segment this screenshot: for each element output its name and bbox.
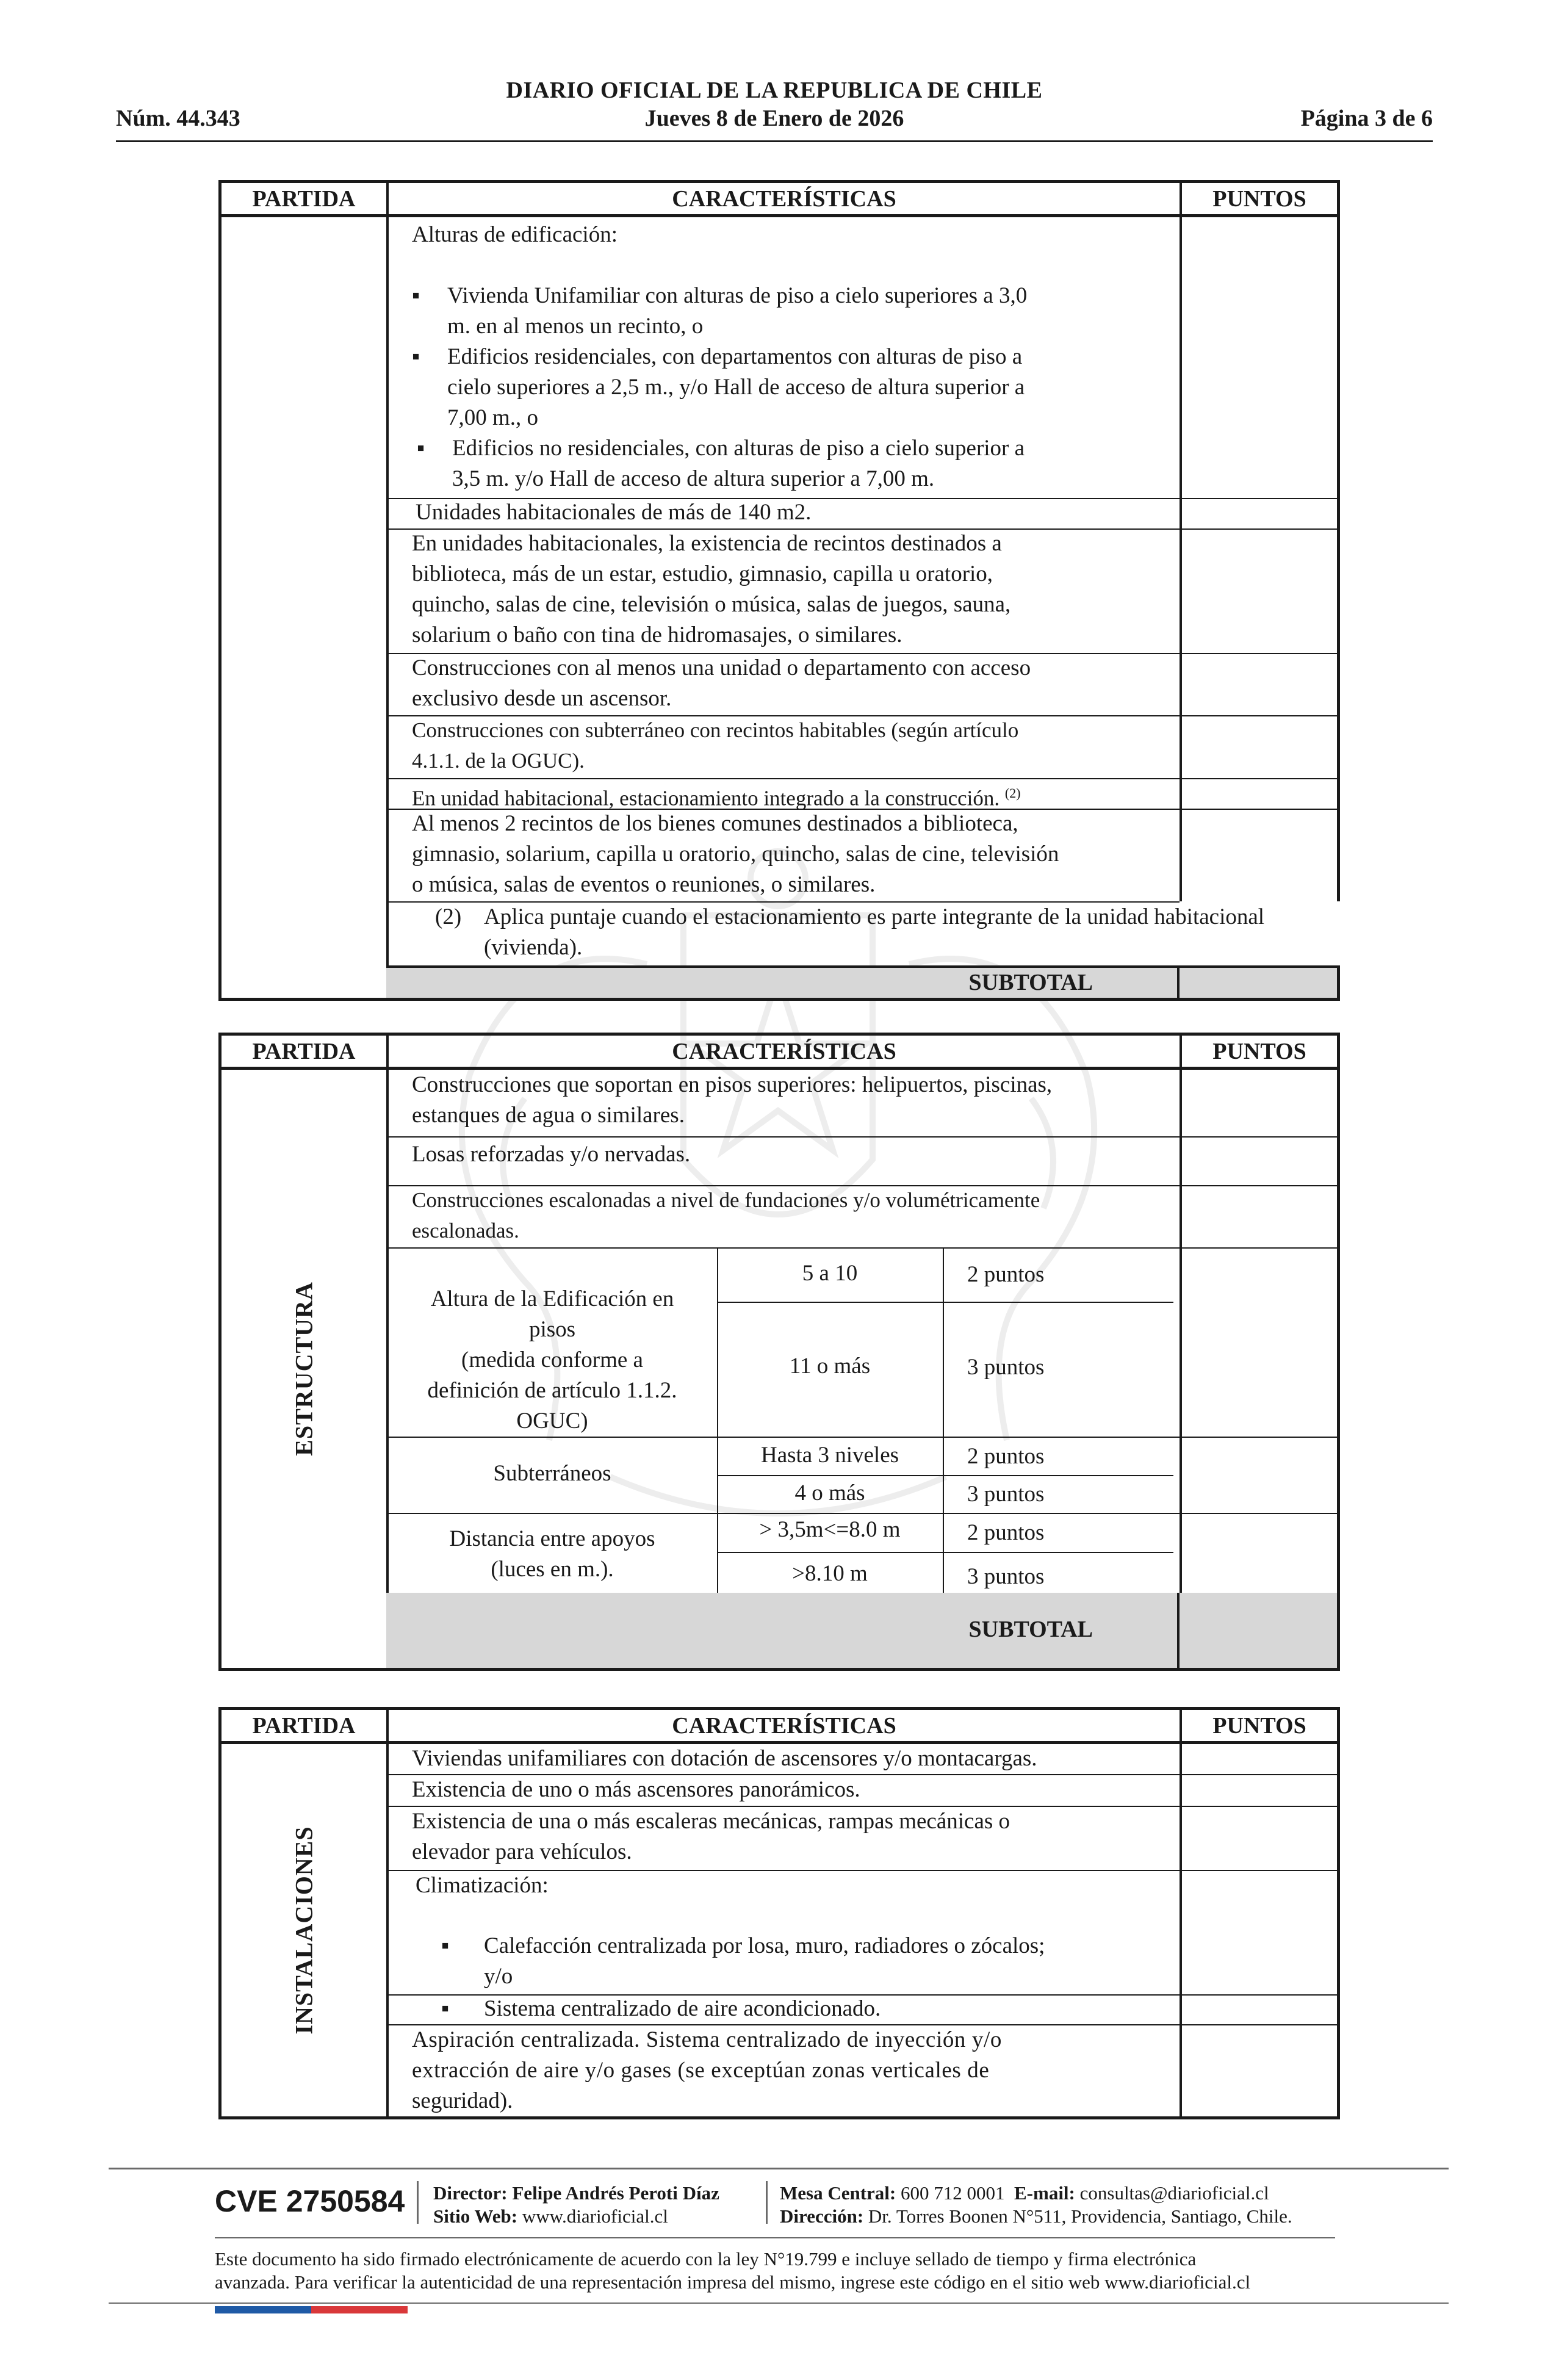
column-header-partida: PARTIDA — [252, 1713, 356, 1739]
alturas-bullet-1-line-2: m. en al menos un recinto, o — [447, 314, 704, 339]
footer-director — [433, 2182, 719, 2205]
row-recintos-line-3: quincho, salas de cine, televisión o música, salas de juegos, sauna, — [412, 592, 1011, 617]
row-aspiracion-line-2: extracción de aire y/o gases (se exceptúan zonas verticales de — [412, 2058, 990, 2083]
altura-range-1: 5 a 10 — [802, 1261, 858, 1286]
clima-bullet-1-line-2: y/o — [484, 1964, 513, 1989]
distancia-label-line-2: (luces en m.). — [491, 1557, 614, 1582]
director-label: Director: — [433, 2182, 508, 2204]
footer-bottom-rule — [109, 2302, 1449, 2304]
row-helipuertos-line-1: Construcciones que soportan en pisos superiores: helipuertos, piscinas, — [412, 1072, 1053, 1097]
alturas-title: Alturas de edificación: — [412, 222, 618, 247]
footnote-marker: (2) — [1004, 785, 1021, 801]
row-estacionamiento-text: En unidad habitacional, estacionamiento integrado a la construcción. — [412, 786, 1000, 810]
footer-separator — [766, 2181, 768, 2224]
column-header-puntos: PUNTOS — [1212, 1713, 1306, 1739]
subterraneos-label: Subterráneos — [493, 1461, 611, 1486]
row-subterraneo-line-1: Construcciones con subterráneo con recintos habitables (según artículo — [412, 718, 1019, 742]
partida-estructura: ESTRUCTURA — [290, 1282, 318, 1456]
row-ascensores-montacargas: Viviendas unifamiliares con dotación de ascensores y/o montacargas. — [412, 1746, 1037, 1771]
table-instalaciones — [218, 1707, 1340, 2119]
altura-label-line-3: (medida conforme a — [461, 1347, 643, 1372]
distancia-range-1: > 3,5m<=8.0 m — [759, 1517, 901, 1542]
footer-mid-rule — [215, 2237, 1335, 2238]
distancia-points-1: 2 puntos — [967, 1520, 1045, 1545]
footer-separator — [417, 2181, 419, 2224]
row-aspiracion-line-1: Aspiración centralizada. Sistema centralizado de inyección y/o — [412, 2027, 1002, 2052]
altura-label-line-2: pisos — [528, 1317, 576, 1342]
subterraneos-points-1: 2 puntos — [967, 1444, 1045, 1469]
note-line-1: Aplica puntaje cuando el estacionamiento es parte integrante de la unidad habitacional — [484, 904, 1265, 929]
table-header-row — [222, 183, 1337, 217]
table-estructura — [218, 1033, 1340, 1671]
mesa-label: Mesa Central: — [780, 2182, 896, 2204]
footer-top-rule — [109, 2168, 1449, 2169]
legal-notice — [215, 2248, 1374, 2294]
subterraneos-points-2: 3 puntos — [967, 1482, 1045, 1507]
bullet-marker: ▪ — [441, 1933, 450, 1958]
footer-website — [433, 2205, 668, 2228]
email-link[interactable]: consultas@diarioficial.cl — [1079, 2182, 1269, 2204]
row-escalonadas-line-1: Construcciones escalonadas a nivel de fundaciones y/o volumétricamente — [412, 1188, 1040, 1212]
distancia-label-line-1: Distancia entre apoyos — [449, 1526, 655, 1551]
altura-label-line-4: definición de artículo 1.1.2. — [427, 1378, 677, 1403]
row-ascensores-panoramicos: Existencia de uno o más ascensores panorámicos. — [412, 1777, 860, 1802]
clima-bullet-1-line-1: Calefacción centralizada por losa, muro, radiadores o zócalos; — [484, 1933, 1045, 1958]
altura-label-line-1: Altura de la Edificación en — [430, 1286, 674, 1311]
alturas-bullet-3-line-1: Edificios no residenciales, con alturas de piso a cielo superior a — [452, 436, 1025, 461]
cve-code: CVE 2750584 — [215, 2184, 405, 2218]
subtotal-row — [386, 965, 1337, 998]
alturas-bullet-2-line-3: 7,00 m., o — [447, 405, 539, 430]
alturas-bullet-3-line-2: 3,5 m. y/o Hall de acceso de altura superior a 7,00 m. — [452, 466, 935, 491]
subtotal-label: SUBTOTAL — [968, 1617, 1093, 1642]
row-subterraneo-line-2: 4.1.1. de la OGUC). — [412, 749, 585, 773]
subtotal-row — [386, 1593, 1337, 1668]
row-bienes-comunes-line-1: Al menos 2 recintos de los bienes comunes destinados a biblioteca, — [412, 811, 1018, 836]
bullet-marker: ▪ — [441, 1996, 450, 2021]
table-header-row — [222, 1710, 1337, 1744]
flag-stripe-blue — [215, 2306, 311, 2313]
altura-points-2: 3 puntos — [967, 1355, 1045, 1380]
subterraneos-range-1: Hasta 3 niveles — [760, 1443, 899, 1468]
bullet-marker: ▪ — [417, 436, 425, 461]
note-number: (2) — [435, 904, 462, 929]
clima-bullet-2: Sistema centralizado de aire acondicionado. — [484, 1996, 881, 2021]
column-header-puntos: PUNTOS — [1212, 1039, 1306, 1064]
row-escalonadas-line-2: escalonadas. — [412, 1219, 519, 1242]
footer-mesa-central — [780, 2182, 1269, 2205]
row-ascensor-line-1: Construcciones con al menos una unidad o departamento con acceso — [412, 655, 1031, 680]
row-recintos-line-4: solarium o baño con tina de hidromasajes, o similares. — [412, 622, 902, 647]
row-helipuertos-line-2: estanques de agua o similares. — [412, 1103, 685, 1128]
column-header-caracteristicas: CARACTERÍSTICAS — [672, 186, 896, 212]
web-label: Sitio Web: — [433, 2205, 518, 2227]
row-escaleras-line-1: Existencia de una o más escaleras mecánicas, rampas mecánicas o — [412, 1809, 1010, 1834]
alturas-bullet-2-line-1: Edificios residenciales, con departamentos con alturas de piso a — [447, 344, 1023, 369]
column-header-partida: PARTIDA — [252, 1039, 356, 1064]
note-line-2: (vivienda). — [484, 935, 583, 960]
row-bienes-comunes-line-2: gimnasio, solarium, capilla u oratorio, quincho, salas de cine, televisión — [412, 842, 1059, 867]
row-recintos-line-2: biblioteca, más de un estar, estudio, gimnasio, capilla u oratorio, — [412, 561, 993, 586]
gazette-title: DIARIO OFICIAL DE LA REPUBLICA DE CHILE — [506, 78, 1043, 103]
address-label: Dirección: — [780, 2205, 864, 2227]
legal-line-2: avanzada. Para verificar la autenticidad de una representación impresa del mismo, ingrese este código en el sitio web www.diarioficial.cl — [215, 2271, 1251, 2293]
bullet-marker: ▪ — [412, 344, 420, 369]
table-features — [218, 180, 1340, 1001]
distancia-points-2: 3 puntos — [967, 1564, 1045, 1589]
altura-points-1: 2 puntos — [967, 1262, 1045, 1287]
partida-instalaciones: INSTALACIONES — [290, 1826, 318, 2035]
subterraneos-range-2: 4 o más — [794, 1480, 865, 1506]
altura-range-2: 11 o más — [789, 1354, 871, 1379]
email-label: E-mail: — [1014, 2182, 1075, 2204]
clima-title: Climatización: — [416, 1873, 549, 1898]
row-ascensor-line-2: exclusivo desde un ascensor. — [412, 686, 672, 711]
distancia-range-2: >8.10 m — [792, 1561, 868, 1586]
altura-label-line-5: OGUC) — [516, 1408, 588, 1433]
row-recintos-line-1: En unidades habitacionales, la existencia de recintos destinados a — [412, 531, 1002, 556]
page-indicator: Página 3 de 6 — [1300, 106, 1433, 131]
row-losas: Losas reforzadas y/o nervadas. — [412, 1142, 691, 1167]
row-aspiracion-line-3: seguridad). — [412, 2088, 513, 2113]
column-header-partida: PARTIDA — [252, 186, 356, 212]
header-divider — [116, 140, 1433, 142]
page-header — [116, 74, 1433, 142]
footer-address — [780, 2205, 1292, 2228]
column-header-caracteristicas: CARACTERÍSTICAS — [672, 1713, 896, 1739]
mesa-phone: 600 712 0001 — [901, 2182, 1005, 2204]
table-header-row — [222, 1036, 1337, 1070]
column-header-caracteristicas: CARACTERÍSTICAS — [672, 1039, 896, 1064]
alturas-bullet-2-line-2: cielo superiores a 2,5 m., y/o Hall de acceso de altura superior a — [447, 375, 1025, 400]
alturas-bullet-1-line-1: Vivienda Unifamiliar con alturas de piso a cielo superiores a 3,0 — [447, 283, 1028, 308]
bullet-marker: ▪ — [412, 283, 420, 308]
address-value: Dr. Torres Boonen N°511, Providencia, Santiago, Chile. — [868, 2205, 1292, 2227]
subtotal-label: SUBTOTAL — [968, 970, 1093, 995]
row-unidades-140: Unidades habitacionales de más de 140 m2. — [416, 500, 812, 525]
row-bienes-comunes-line-3: o música, salas de eventos o reuniones, o similares. — [412, 872, 876, 897]
flag-stripe-red — [311, 2306, 408, 2313]
column-header-puntos: PUNTOS — [1212, 186, 1306, 212]
issue-number: Núm. 44.343 — [116, 106, 240, 131]
director-name: Felipe Andrés Peroti Díaz — [512, 2182, 719, 2204]
web-link[interactable]: www.diarioficial.cl — [522, 2205, 668, 2227]
issue-date: Jueves 8 de Enero de 2026 — [644, 106, 904, 131]
legal-line-1: Este documento ha sido firmado electrónicamente de acuerdo con la ley N°19.799 e incluye sellado de tiempo y firma electrónica — [215, 2248, 1197, 2270]
row-escaleras-line-2: elevador para vehículos. — [412, 1839, 632, 1864]
